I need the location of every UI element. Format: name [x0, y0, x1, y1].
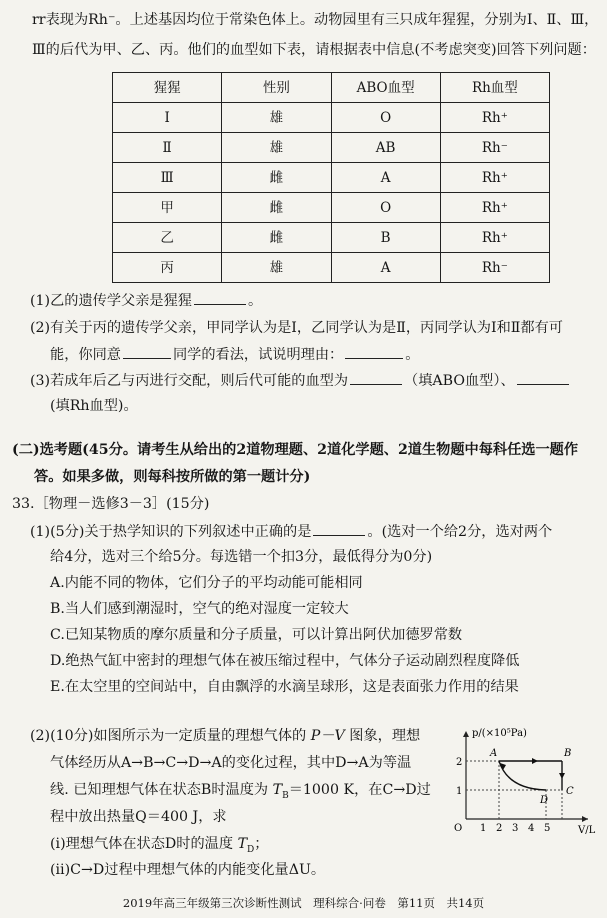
bio-question-2-line-1: (2)有关于丙的遗传学父亲，甲同学认为是Ⅰ，乙同学认为是Ⅱ，丙同学认为Ⅰ和Ⅱ都有可 [30, 320, 563, 336]
point-c-label: C [566, 786, 574, 797]
bio-q3-text-b: （填ABO血型）、 [404, 373, 515, 389]
q33-title: 33.［物理－选修3－3］(15分) [12, 496, 210, 512]
cell-abo: A [331, 253, 440, 283]
arrow-b-c-icon [559, 773, 565, 779]
q33-part2-line-3 [50, 780, 431, 800]
cell-name: Ⅱ [113, 133, 222, 163]
table-header-row [113, 73, 550, 103]
answer-blank [123, 344, 171, 359]
q33-p2-text-d: ＝1000 K，在C→D过 [288, 782, 431, 798]
q33-p2-text-a: (2)(10分)如图所示为一定质量的理想气体的 [30, 728, 307, 744]
elective-line-2: 答。如果多做，则每科按所做的第一题计分) [34, 469, 311, 485]
bio-q2-end: 。 [405, 347, 420, 363]
bio-q2-text-b: 同学的看法，试说明理由： [172, 347, 344, 363]
q33-p2-sub-d: D [247, 844, 255, 855]
option-d: D.绝热气缸中密封的理想气体在被压缩过程中，气体分子运动剧烈程度降低 [50, 653, 520, 669]
q33-p2-var-td: T [237, 836, 248, 852]
q33-p2-sub1-text: (ⅰ)理想气体在状态D时的温度 [50, 836, 234, 852]
answer-blank [350, 370, 402, 385]
cell-rh: Rh⁻ [440, 253, 549, 283]
y-axis-arrow-icon [463, 731, 469, 737]
table-row [113, 253, 550, 283]
arrow-a-b-icon [532, 758, 538, 764]
table-row [113, 193, 550, 223]
y-axis-label: p/(×10⁵Pa) [472, 728, 527, 739]
q33-p2-text-b: 图象，理想 [349, 728, 421, 744]
cell-abo: O [331, 193, 440, 223]
header-rh: Rh血型 [440, 73, 549, 103]
cell-abo: AB [331, 133, 440, 163]
header-abo: ABO血型 [331, 73, 440, 103]
cell-rh: Rh⁻ [440, 133, 549, 163]
cell-sex: 雌 [222, 193, 331, 223]
bio-question-3-line-2: (填Rh血型)。 [50, 398, 138, 414]
header-orangutan: 猩猩 [113, 73, 222, 103]
elective-line-1: (二)选考题(45分。请考生从给出的2道物理题、2道化学题、2道生物题中每科任选一题作 [12, 442, 579, 458]
cell-sex: 雌 [222, 163, 331, 193]
table-row [113, 163, 550, 193]
q33-part2-line-1 [30, 726, 420, 746]
table-row [113, 103, 550, 133]
q33-part2-line-4: 程中放出热量Q＝400 J，求 [50, 809, 227, 825]
cell-abo: O [331, 103, 440, 133]
q33-p2-var-t: T [272, 782, 283, 798]
q33-p2-text-c: 线. 已知理想气体在状态B时温度为 [50, 782, 269, 798]
q33-p2-sub1-end: ； [254, 836, 269, 852]
option-b: B.当人们感到潮湿时，空气的绝对湿度一定较大 [50, 601, 349, 617]
q33-part1-line-1 [30, 521, 552, 542]
q33-part2-sub-2: (ⅱ)C→D过程中理想气体的内能变化量ΔU。 [50, 862, 326, 878]
y-tick-1: 1 [456, 786, 463, 797]
x-tick-3: 3 [512, 823, 519, 834]
cell-rh: Rh⁺ [440, 163, 549, 193]
x-tick-2: 2 [496, 823, 503, 834]
x-axis-arrow-icon [582, 816, 588, 822]
x-axis-label: V/L [578, 825, 596, 835]
cell-abo: A [331, 163, 440, 193]
option-e: E.在太空里的空间站中，自由飘浮的水滴呈球形，这是表面张力作用的结果 [50, 679, 519, 695]
cell-sex: 雄 [222, 133, 331, 163]
bio-q3-text-a: (3)若成年后乙与丙进行交配，则后代可能的血型为 [30, 373, 349, 389]
table-row [113, 133, 550, 163]
intro-line-1: rr表现为Rh⁻。上述基因均位于常染色体上。动物园里有三只成年猩猩，分别为Ⅰ、Ⅱ、Ⅲ， [32, 12, 599, 28]
answer-blank [194, 290, 246, 305]
intro-line-2: Ⅲ的后代为甲、乙、丙。他们的血型如下表，请根据表中信息(不考虑突变)回答下列问题： [32, 42, 596, 58]
cell-rh: Rh⁺ [440, 223, 549, 253]
header-sex: 性别 [222, 73, 331, 103]
cell-name: 甲 [113, 193, 222, 223]
bio-question-1 [30, 290, 262, 311]
cell-name: 乙 [113, 223, 222, 253]
q33-part1-line-2: 给4分，选对三个给5分。每选错一个扣3分，最低得分为0分) [50, 549, 433, 565]
origin-label: O [454, 823, 463, 834]
bio-q1-text: (1)乙的遗传学父亲是猩猩 [30, 293, 192, 309]
point-b-label: B [564, 748, 572, 759]
point-a-label: A [490, 748, 498, 759]
answer-blank [313, 521, 365, 536]
cell-name: 丙 [113, 253, 222, 283]
option-a: A.内能不同的物体，它们分子的平均动能可能相同 [50, 575, 363, 591]
answer-blank [517, 370, 569, 385]
q33-p1-text-a: (1)(5分)关于热学知识的下列叙述中正确的是 [30, 524, 312, 540]
blood-type-table [112, 72, 550, 283]
cell-abo: B [331, 223, 440, 253]
x-tick-4: 4 [528, 823, 535, 834]
page-footer: 2019年高三年级第三次诊断性测试 理科综合·问卷 第11页 共14页 [122, 896, 485, 910]
isotherm-d-to-a [499, 761, 546, 790]
pv-graph [448, 727, 598, 835]
q33-part2-sub-1 [50, 834, 268, 854]
q33-part2-line-2: 气体经历从A→B→C→D→A的变化过程，其中D→A为等温 [50, 755, 412, 771]
y-tick-2: 2 [456, 757, 463, 768]
x-tick-5: 5 [544, 823, 551, 834]
q33-p2-sub-b: B [282, 790, 289, 801]
bio-question-2-line-2 [50, 344, 419, 365]
option-c: C.已知某物质的摩尔质量和分子质量，可以计算出阿伏加德罗常数 [50, 627, 463, 643]
bio-q1-end: 。 [247, 293, 263, 309]
cell-rh: Rh⁺ [440, 193, 549, 223]
answer-blank [345, 344, 403, 359]
cell-name: Ⅰ [113, 103, 222, 133]
cell-name: Ⅲ [113, 163, 222, 193]
cell-rh: Rh⁺ [440, 103, 549, 133]
cell-sex: 雌 [222, 223, 331, 253]
x-tick-1: 1 [480, 823, 487, 834]
q33-p2-var-pv: P－V [310, 728, 345, 744]
q33-p1-text-b: 。(选对一个给2分，选对两个 [367, 524, 553, 540]
bio-question-3-line-1 [30, 370, 571, 391]
table-row [113, 223, 550, 253]
bio-q2-text-a: 能，你同意 [50, 347, 121, 363]
cell-sex: 雄 [222, 253, 331, 283]
cell-sex: 雄 [222, 103, 331, 133]
point-d-label: D [540, 795, 549, 806]
